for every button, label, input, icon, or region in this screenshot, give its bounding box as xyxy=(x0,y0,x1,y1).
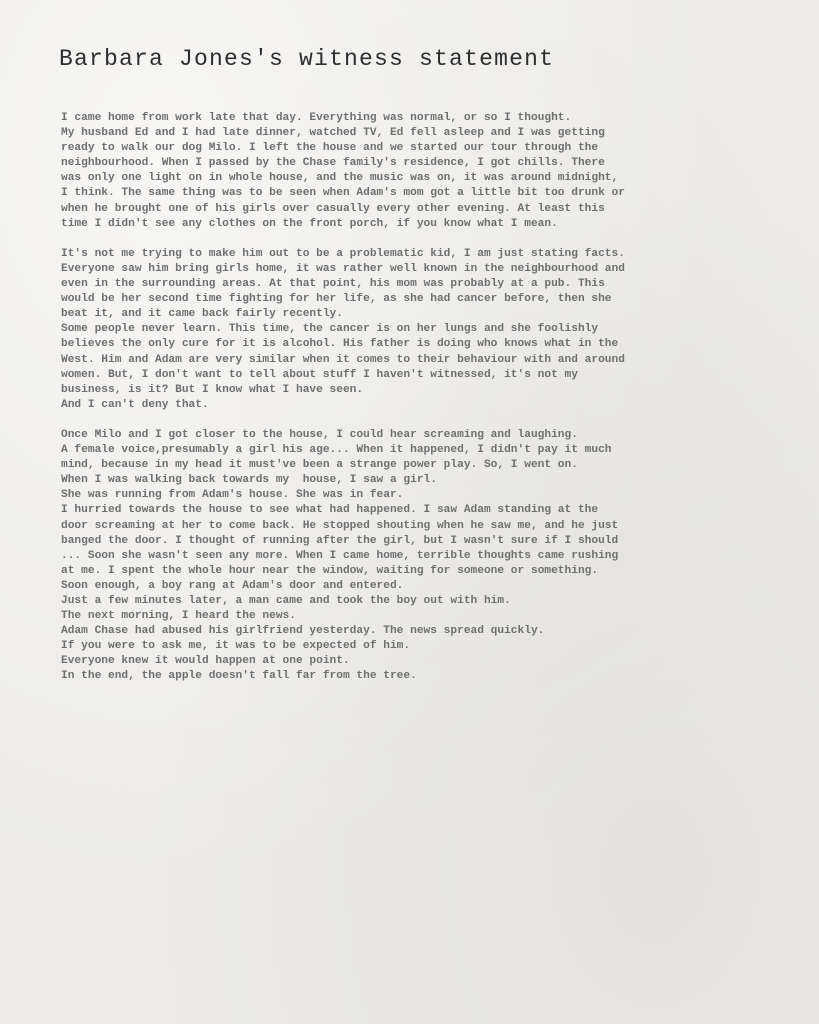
text-line: door screaming at her to come back. He stopped shouting when he saw me, and he just xyxy=(61,519,619,532)
text-line: even in the surrounding areas. At that point, his mom was probably at a pub. This xyxy=(61,278,605,291)
text-line: when he brought one of his girls over casually every other evening. At least this xyxy=(61,202,605,215)
text-line: Adam Chase had abused his girlfriend yesterday. The news spread quickly. xyxy=(61,625,545,638)
text-line: In the end, the apple doesn't fall far from the tree. xyxy=(61,670,417,683)
text-line: If you were to ask me, it was to be expected of him. xyxy=(61,640,411,653)
text-line: would be her second time fighting for her life, as she had cancer before, then she xyxy=(61,293,612,306)
text-line: Just a few minutes later, a man came and took the boy out with him. xyxy=(61,595,511,607)
text-line: beat it, and it came back fairly recently. xyxy=(61,308,343,321)
text-line: ... Soon she wasn't seen any more. When I came home, terrible thoughts came rushing xyxy=(61,549,619,562)
text-line: A female voice,presumably a girl his age... When it happened, I didn't pay it much xyxy=(61,444,612,457)
text-line: at me. I spent the whole hour near the window, waiting for someone or something. xyxy=(61,564,599,577)
text-line: believes the only cure for it is alcohol. His father is doing who knows what in the xyxy=(61,338,619,351)
text-line: I think. The same thing was to be seen when Adam's mom got a little bit too drunk or xyxy=(61,187,625,200)
text-line: banged the door. I thought of running after the girl, but I wasn't sure if I should xyxy=(61,534,619,547)
document-title: Barbara Jones's witness statement xyxy=(59,46,555,72)
text-line: And I can't deny that. xyxy=(61,398,209,411)
text-line: Everyone saw him bring girls home, it was rather well known in the neighbourhood and xyxy=(61,262,625,275)
text-line: neighbourhood. When I passed by the Chase family's residence, I got chills. There xyxy=(61,157,605,170)
text-line: It's not me trying to make him out to be a problematic kid, I am just stating facts. xyxy=(61,247,625,260)
text-line: I hurried towards the house to see what had happened. I saw Adam standing at the xyxy=(61,504,599,517)
text-line: My husband Ed and I had late dinner, watched TV, Ed fell asleep and I was getting xyxy=(61,127,605,140)
text-line: Some people never learn. This time, the cancer is on her lungs and she foolishly xyxy=(61,323,599,336)
text-line: women. But, I don't want to tell about stuff I haven't witnessed, it's not my xyxy=(61,368,578,381)
paragraph-2 xyxy=(61,247,761,413)
text-line: When I was walking back towards my house, I saw a girl. xyxy=(61,474,437,487)
text-line: Soon enough, a boy rang at Adam's door and entered. xyxy=(61,579,404,592)
text-line: business, is it? But I know what I have seen. xyxy=(61,383,364,396)
text-line: She was running from Adam's house. She was in fear. xyxy=(61,489,404,502)
text-line: Everyone knew it would happen at one point. xyxy=(61,655,350,668)
text-line: West. Him and Adam are very similar when it comes to their behaviour with and around xyxy=(61,353,625,366)
text-line: Once Milo and I got closer to the house, I could hear screaming and laughing. xyxy=(61,428,578,441)
statement-body xyxy=(61,111,761,700)
text-line: was only one light on in whole house, and the music was on, it was around midnight, xyxy=(61,172,619,185)
paragraph-1 xyxy=(61,111,761,232)
paragraph-3 xyxy=(61,428,761,685)
text-line: The next morning, I heard the news. xyxy=(61,610,296,623)
text-line: ready to walk our dog Milo. I left the house and we started our tour through the xyxy=(61,142,599,155)
text-line: I came home from work late that day. Everything was normal, or so I thought. xyxy=(61,112,572,124)
text-line: mind, because in my head it must've been a strange power play. So, I went on. xyxy=(61,459,578,472)
text-line: time I didn't see any clothes on the front porch, if you know what I mean. xyxy=(61,217,558,230)
